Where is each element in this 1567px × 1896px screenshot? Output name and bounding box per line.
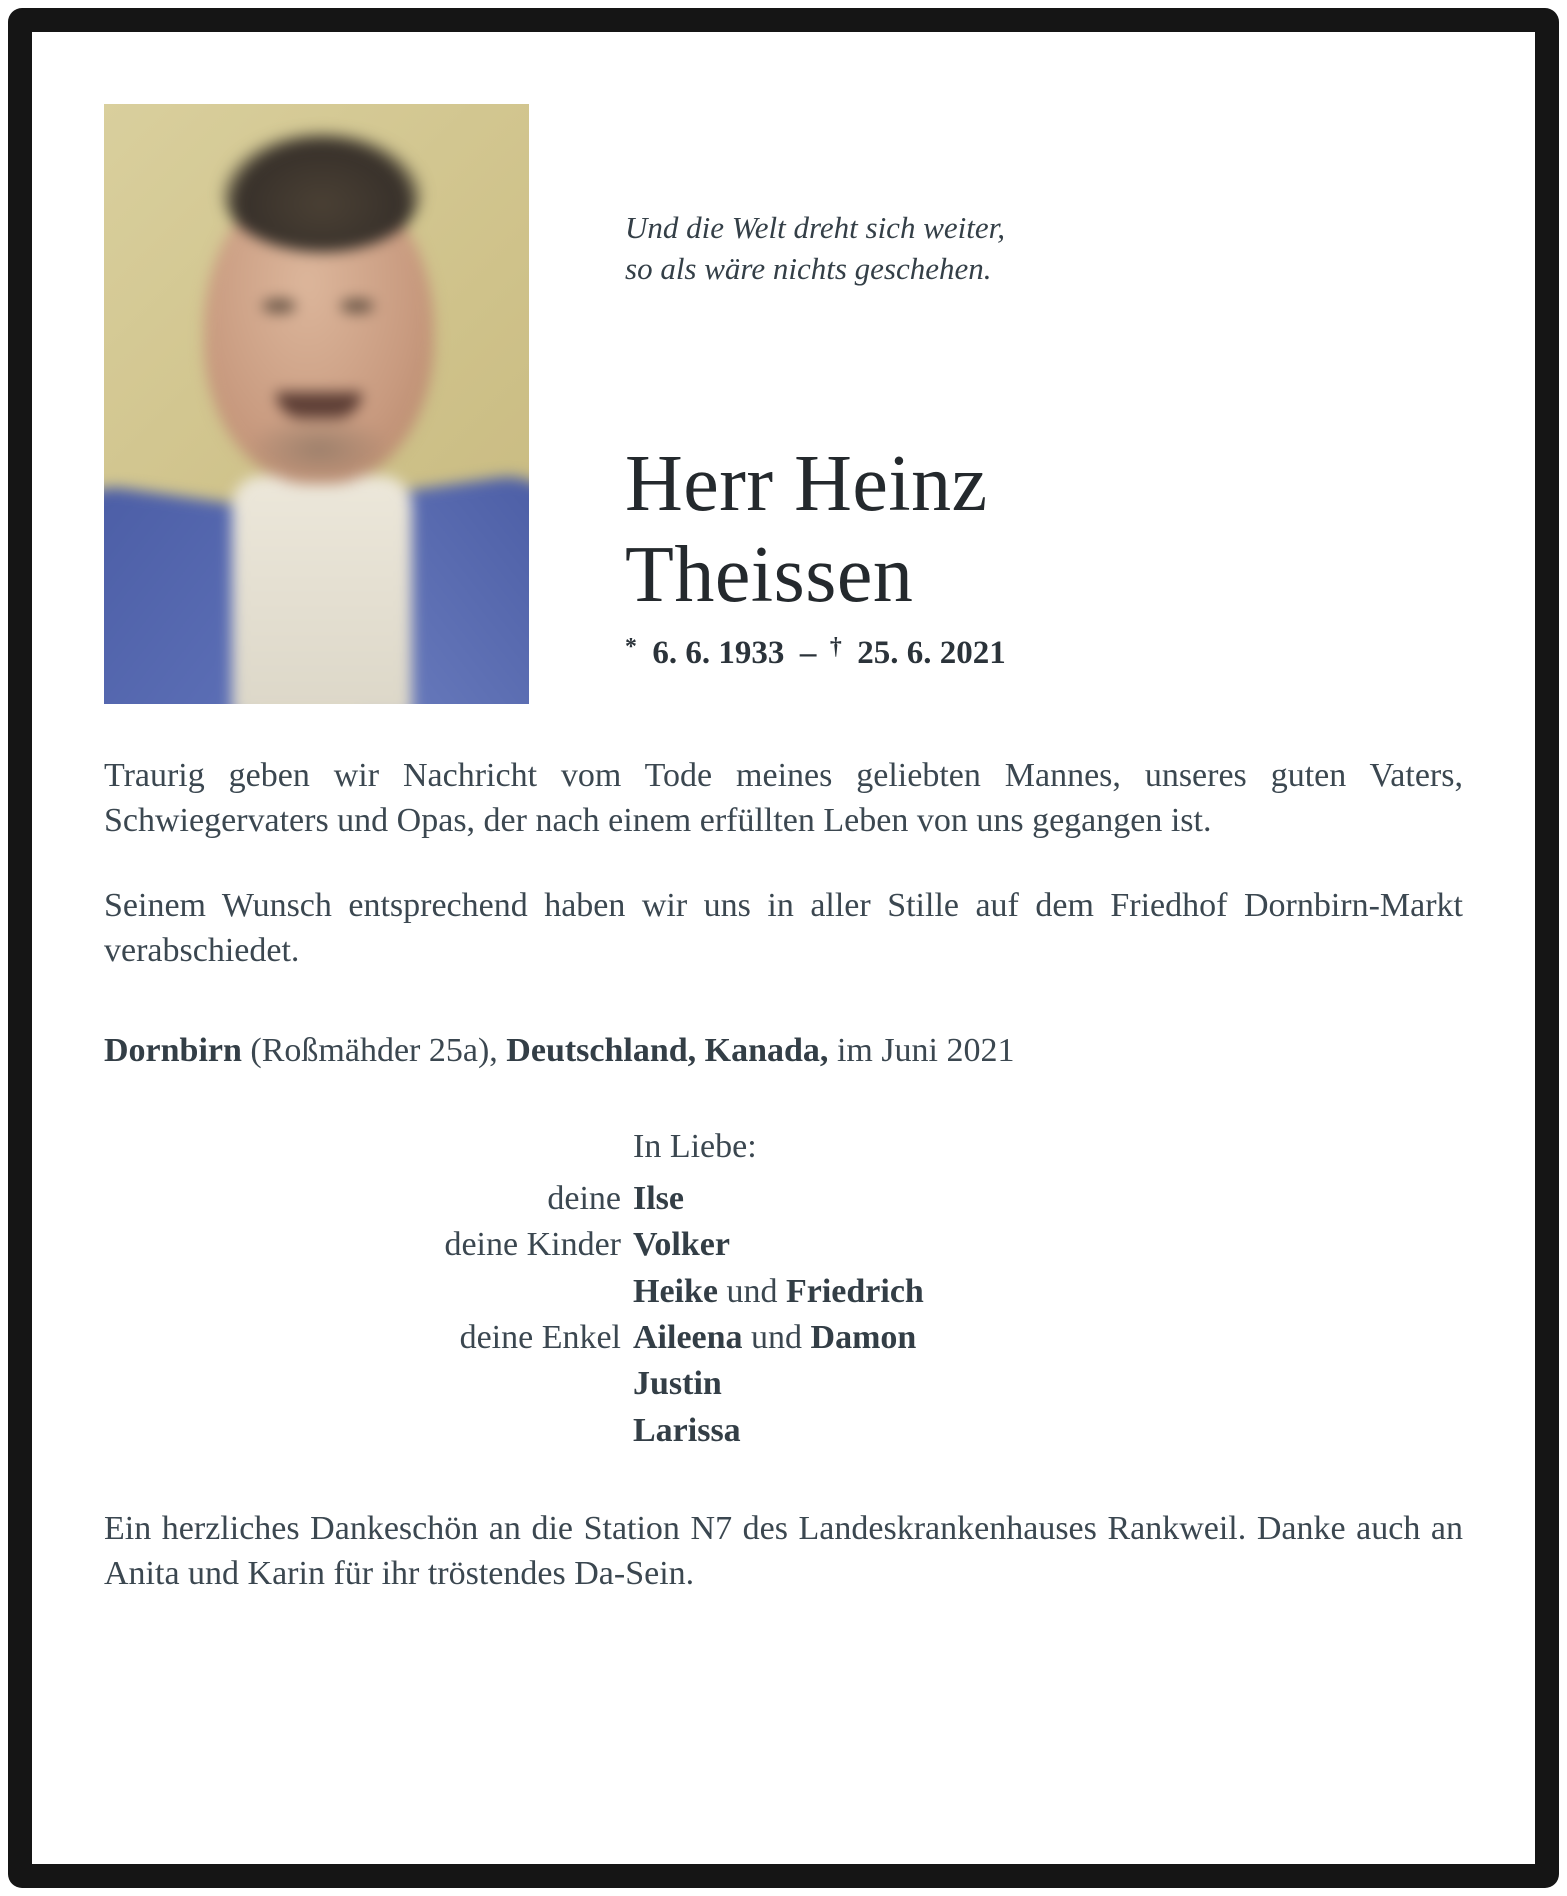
memorial-quote	[625, 207, 1463, 289]
deceased-name	[625, 439, 1463, 620]
family-name: Larissa	[633, 1411, 741, 1449]
family-row	[633, 1273, 1463, 1310]
family-name: Friedrich	[785, 1272, 924, 1310]
family-conjunction: und	[717, 1272, 786, 1310]
location-line	[104, 1029, 1463, 1074]
dates-separator: –	[799, 634, 817, 671]
family-name: Ilse	[633, 1179, 684, 1217]
photo-hair-shape	[222, 132, 422, 252]
death-date: 25. 6. 2021	[857, 634, 1006, 671]
family-name: Damon	[810, 1318, 917, 1356]
portrait-photo	[104, 104, 529, 704]
name-line-1: Herr Heinz	[625, 440, 988, 529]
quote-line-1: Und die Welt dreht sich weiter,	[625, 210, 1005, 245]
family-row	[633, 1319, 1463, 1356]
family-relation-label: deine Enkel	[459, 1318, 621, 1356]
birth-symbol: *	[625, 634, 637, 661]
photo-blur-layer	[104, 104, 529, 704]
location-date: im Juni 2021	[828, 1031, 1015, 1069]
thanks-paragraph: Ein herzliches Dankeschön an die Station N7 des Landeskrankenhauses Rankweil. Danke auch an Anita und Karin für ihr tröstendes Da-Sein.	[104, 1510, 1463, 1592]
photo-shirt-shape	[232, 476, 412, 704]
photo-eye-shape	[262, 299, 296, 313]
quote-line-2: so als wäre nichts geschehen.	[625, 251, 992, 287]
family-relation-label	[104, 1365, 621, 1402]
family-conjunction: und	[742, 1318, 811, 1356]
life-dates	[625, 634, 1463, 671]
family-relation-label	[104, 1273, 621, 1310]
death-symbol: †	[829, 634, 842, 661]
black-border-frame	[8, 8, 1559, 1888]
top-right-column	[625, 104, 1463, 672]
family-name: Heike	[633, 1272, 718, 1310]
location-countries: Deutschland, Kanada,	[506, 1031, 829, 1069]
obituary-content	[32, 32, 1535, 1597]
photo-eye-shape	[340, 299, 374, 313]
family-heading: In Liebe:	[633, 1128, 757, 1166]
family-name: Aileena	[633, 1318, 743, 1356]
family-name: Justin	[633, 1365, 722, 1403]
location-city: Dornbirn	[104, 1031, 242, 1069]
family-block	[104, 1128, 1463, 1449]
name-line-2: Theissen	[625, 530, 914, 619]
birth-date: 6. 6. 1933	[652, 634, 785, 671]
family-list	[104, 1180, 1463, 1449]
family-relation-label: deine Kinder	[444, 1226, 621, 1264]
announcement-paragraph: Traurig geben wir Nachricht vom Tode meines geliebten Mannes, unseres guten Vaters, Schwiegervaters und Opas, der nach einem erfüllten Leben von uns gegangen ist.	[104, 757, 1463, 839]
top-section	[104, 104, 1463, 704]
family-relation-label: deine	[547, 1179, 621, 1217]
location-address: (Roßmähder 25a),	[241, 1031, 507, 1069]
family-row	[633, 1226, 1463, 1263]
family-row	[633, 1412, 1463, 1449]
family-name: Volker	[633, 1226, 730, 1264]
family-relation-label	[104, 1412, 621, 1449]
farewell-paragraph: Seinem Wunsch entsprechend haben wir uns in aller Stille auf dem Friedhof Dornbirn-Markt verabschiedet.	[104, 886, 1463, 969]
photo-beard-shape	[244, 414, 394, 484]
family-row	[633, 1365, 1463, 1402]
family-row	[633, 1180, 1463, 1217]
